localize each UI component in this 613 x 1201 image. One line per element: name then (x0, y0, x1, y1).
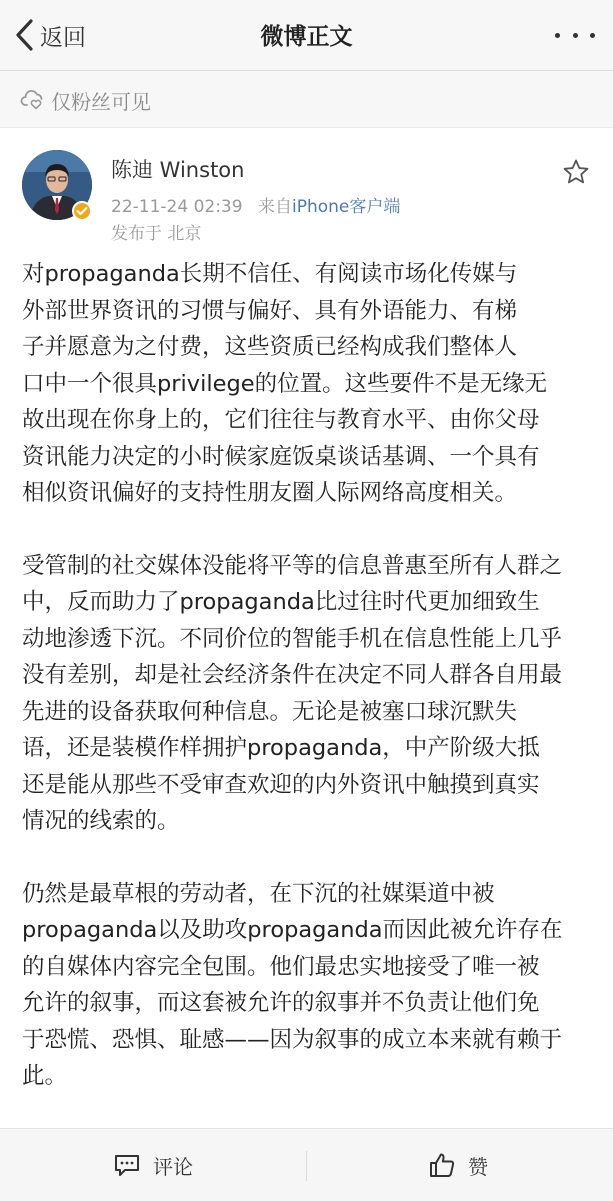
thumbs-up-icon (428, 1151, 456, 1179)
post-paragraph: 受管制的社交媒体没能将平等的信息普惠至所有人群之 中，反而助力了propaganda比过往时代更加细致生 动地渗透下沉。不同价位的智能手机在信息性能上几乎 没有差别，却是社会经济条件在决定不同人群各自用最 先进的设备获取何种信息。无论是被塞口球沉默失 语，还是装模作样拥护propaganda，中产阶级大抵 还是能从那些不受审查欢迎的内外资讯中触摸到真实 情况的线索的。 (22, 552, 563, 834)
source-prefix: 来自 (257, 197, 292, 217)
post-meta (111, 192, 400, 217)
verified-badge-icon (72, 201, 92, 221)
top-navbar (0, 0, 613, 71)
more-dots-icon (590, 33, 595, 38)
post-body (22, 256, 594, 1095)
post-paragraph: 仍然是最草根的劳动者，在下沉的社媒渠道中被 propaganda以及助攻propaganda而因此被允许存在 的自媒体内容完全包围。他们最忠实地接受了唯一被 允许的叙事，而这套被允许的叙事并不负责让他们免 于恐慌、恐惧、耻感——因为叙事的成立本来就有赖于 此。 (22, 880, 563, 1089)
more-dots-icon (573, 33, 578, 38)
comment-icon (113, 1151, 141, 1179)
cloud-heart-icon (20, 87, 46, 111)
like-button[interactable] (428, 1129, 488, 1201)
page-title: 微博正文 (260, 24, 353, 50)
post-header (0, 128, 613, 246)
visibility-bar (0, 71, 613, 128)
author-name[interactable]: 陈迪 Winston (111, 158, 245, 182)
post-location: 发布于 北京 (111, 224, 202, 244)
visibility-label: 仅粉丝可见 (51, 90, 151, 114)
source-link[interactable]: iPhone客户端 (291, 197, 401, 217)
post-timestamp: 22-11-24 02:39 (111, 197, 243, 217)
more-dots-icon (555, 33, 560, 38)
bottom-action-bar (0, 1128, 613, 1201)
comment-button[interactable] (113, 1129, 193, 1201)
post-paragraph: 对propaganda长期不信任、有阅读市场化传媒与 外部世界资讯的习惯与偏好、具有外语能力、有梯 子并愿意为之付费，这些资质已经构成我们整体人 口中一个很具privilege的位置。这些要件不是无缘无 故出现在你身上的，它们往往与教育水平、由你父母 资讯能力决定的小时候家庭饭桌谈话基调、一个具有 相似资讯偏好的支持性朋友圈人际网络高度相关。 (22, 261, 548, 506)
comment-label: 评论 (153, 1154, 193, 1179)
back-label: 返回 (40, 24, 86, 51)
like-label: 赞 (468, 1154, 488, 1179)
divider (306, 1151, 307, 1181)
more-button[interactable] (555, 24, 595, 46)
star-outline-icon[interactable] (562, 158, 590, 186)
